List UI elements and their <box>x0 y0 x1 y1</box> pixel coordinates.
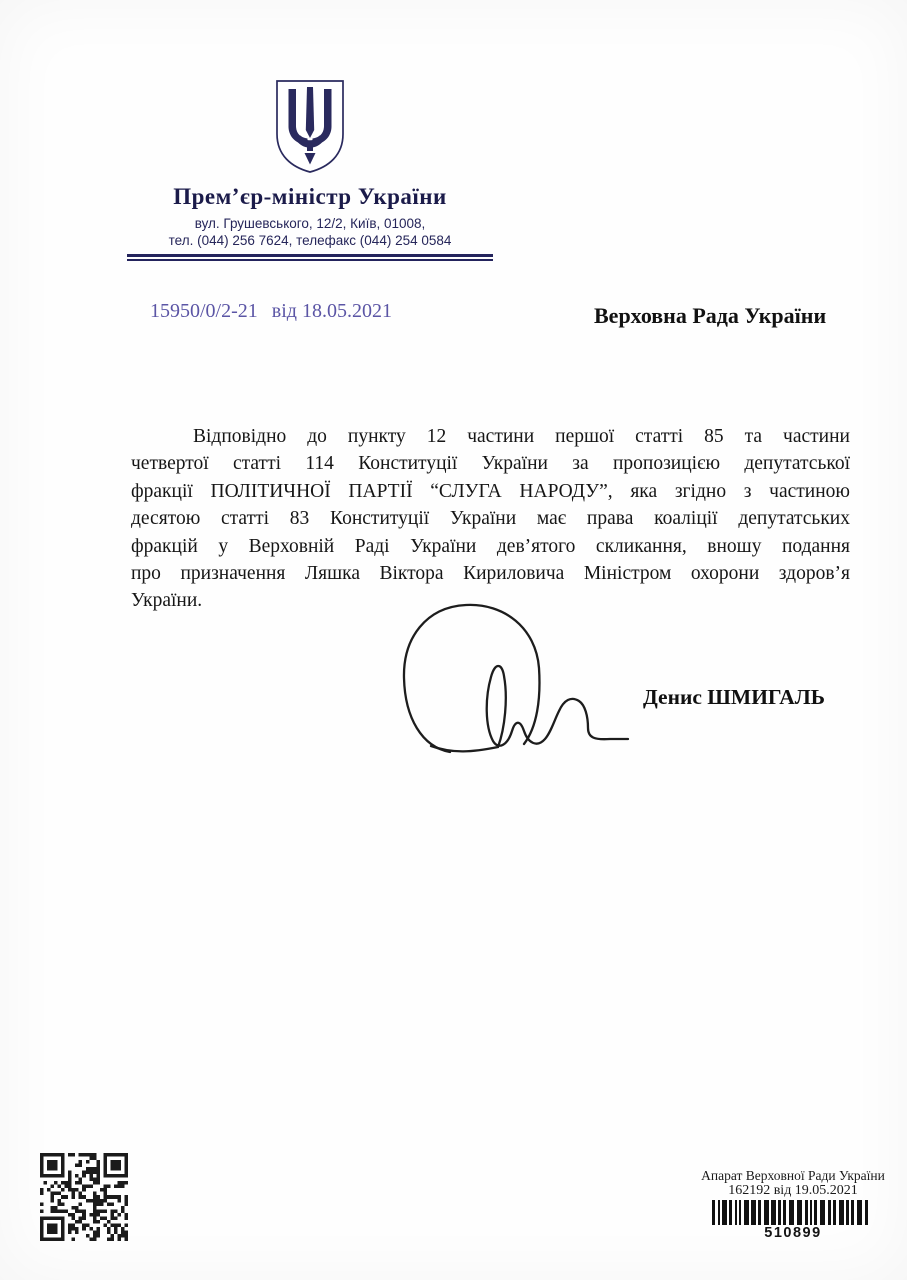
body-line: про призначення Ляшка Віктора Кириловича Міністром охорони здоров’я <box>131 563 850 585</box>
body-line: фракцій у Верховній Раді України дев’ятого скликання, вношу подання <box>131 535 850 557</box>
body-line: четвертої статті 114 Конституції України за пропозицією депутатської <box>131 453 850 475</box>
body-line: десятою статті 83 Конституції України має права коаліції депутатських <box>131 508 850 530</box>
stamp-organization: Апарат Верховної Ради України <box>701 1168 885 1183</box>
letterhead <box>95 78 525 261</box>
sender-title: Прем’єр-міністр України <box>173 184 447 209</box>
barcode <box>712 1200 874 1225</box>
stamp-entry: 162192 від 19.05.2021 <box>728 1183 858 1198</box>
sender-address-line1: вул. Грушевського, 12/2, Київ, 01008, <box>194 216 426 231</box>
reference-number: 15950/0/2-21 <box>150 300 258 322</box>
addressee: Верховна Рада України <box>594 303 827 328</box>
signer-name: Денис ШМИГАЛЬ <box>643 685 826 709</box>
ukraine-trident-emblem <box>273 78 347 175</box>
registration-reference <box>150 300 392 323</box>
body-line: України. <box>131 590 203 612</box>
reference-date: від 18.05.2021 <box>271 300 392 322</box>
qr-code <box>40 1153 128 1241</box>
body-line: Відповідно до пункту 12 частини першої статті 85 та частини <box>193 426 850 447</box>
handwritten-signature <box>398 600 638 768</box>
letterhead-divider <box>127 254 493 261</box>
letter-body <box>131 423 850 615</box>
body-line: фракції ПОЛІТИЧНОЇ ПАРТІЇ “СЛУГА НАРОДУ”, яка згідно з частиною <box>131 480 850 502</box>
registration-stamp <box>698 1169 888 1241</box>
barcode-number: 510899 <box>764 1225 822 1241</box>
sender-address-line2: тел. (044) 256 7624, телефакс (044) 254 0584 <box>168 233 452 248</box>
